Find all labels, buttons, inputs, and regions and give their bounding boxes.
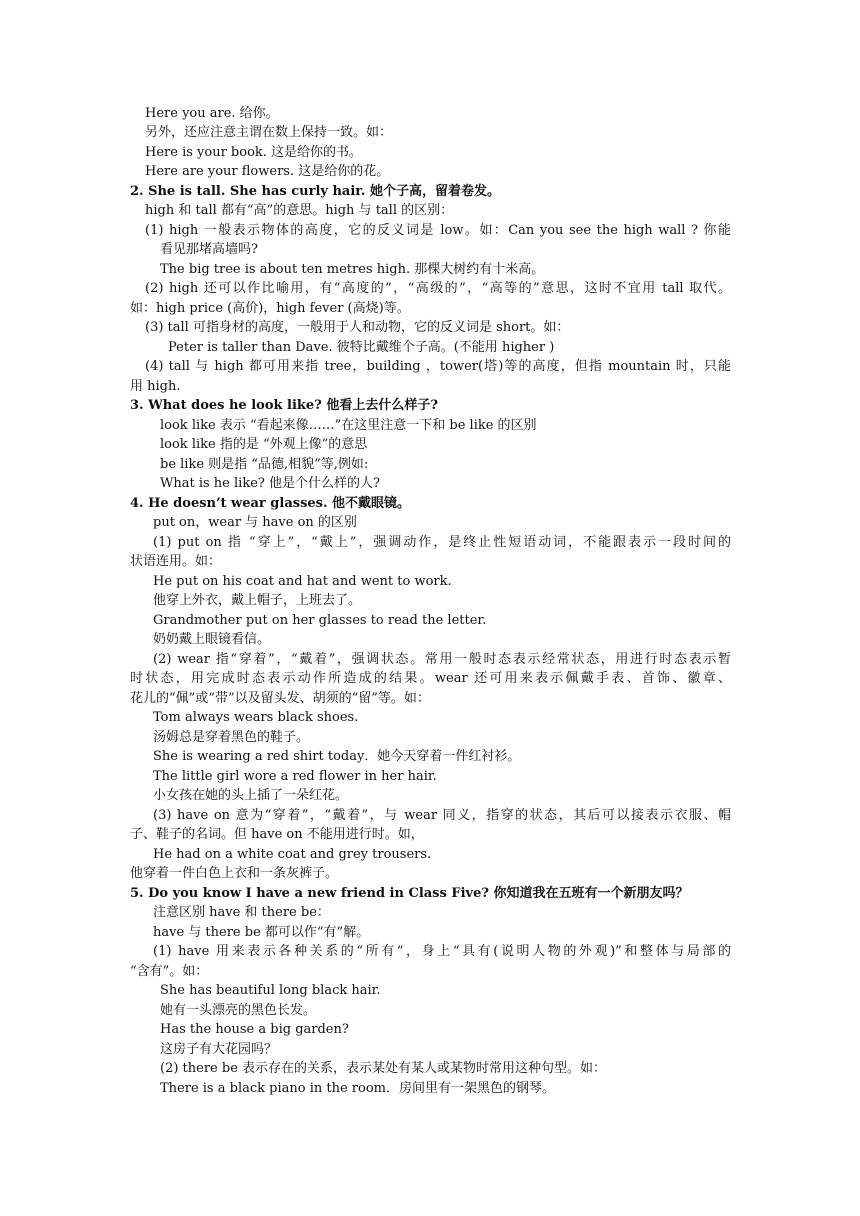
text-line: The little girl wore a red flower in her hair. bbox=[153, 769, 437, 784]
text-line: She is wearing a red shirt today．她今天穿着一件红衬衫。 bbox=[153, 749, 521, 764]
text-line: have 与 there be 都可以作“有”解。 bbox=[153, 925, 370, 940]
section-heading: 3. What does he look like? 他看上去什么样子? bbox=[130, 398, 438, 413]
text-line: 汤姆总是穿着黑色的鞋子。 bbox=[153, 730, 310, 745]
text-line: (1) high 一般表示物体的高度，它的反义词是 low。如：Can you see the high wall ? 你能 bbox=[145, 223, 731, 238]
text-line: 状语连用。如： bbox=[130, 554, 222, 569]
text-line: (3) have on 意为“穿着”，“戴着”，与 wear 同义，指穿的状态，其后可以接表示衣服、帽 bbox=[153, 808, 731, 823]
text-line: Here are your flowers. 这是给你的花。 bbox=[145, 164, 390, 179]
text-line: Here is your book. 这是给你的书。 bbox=[145, 145, 363, 160]
text-line: Tom always wears black shoes. bbox=[153, 710, 359, 725]
text-line: 他穿着一件白色上衣和一条灰裤子。 bbox=[130, 866, 339, 881]
text-line: (2) wear 指“穿着”，“戴着”，强调状态。常用一般时态表示经常状态，用进行时态表示暂 bbox=[153, 652, 731, 667]
text-line: Here you are. 给你。 bbox=[145, 106, 279, 121]
text-line: Has the house a big garden? bbox=[160, 1022, 349, 1037]
text-line: There is a black piano in the room．房间里有一架黑色的钢琴。 bbox=[160, 1081, 555, 1096]
text-line: 看见那堵高墙吗? bbox=[160, 242, 258, 257]
text-line: 时状态，用完成时态表示动作所造成的结果。wear 还可用来表示佩戴手表、首饰、徽章、 bbox=[130, 671, 731, 686]
text-line: (2) high 还可以作比喻用，有“高度的”，“高级的”，“高等的”意思，这时不宜用 tall 取代。 bbox=[145, 281, 731, 296]
text-line: (1) have 用来表示各种关系的“所有”，身上“具有(说明人物的外观)”和整体与局部的 bbox=[153, 944, 731, 959]
text-line: high 和 tall 都有“高”的意思。high 与 tall 的区别： bbox=[145, 203, 454, 218]
text-line: (1) put on 指 “穿上”，“戴上”，强调动作，是终止性短语动词，不能跟表示一段时间的 bbox=[153, 535, 731, 550]
text-line: look like 表示 “看起来像……”在这里注意一下和 be like 的区别 bbox=[160, 418, 537, 433]
text-line: 奶奶戴上眼镜看信。 bbox=[153, 632, 271, 647]
text-line: 花儿的“佩”或“带”以及留头发、胡须的“留”等。如： bbox=[130, 691, 430, 706]
text-line: He had on a white coat and grey trousers. bbox=[153, 847, 432, 862]
text-line: 如：high price (高价)，high fever (高烧)等。 bbox=[130, 301, 410, 316]
text-line: 另外，还应注意主谓在数上保持一致。如： bbox=[145, 125, 393, 140]
text-line: Peter is taller than Dave. 彼特比戴维个子高。(不能用 higher ) bbox=[168, 340, 555, 355]
text-line: 她有一头漂亮的黑色长发。 bbox=[160, 1003, 317, 1018]
text-line: 用 high. bbox=[130, 379, 181, 394]
text-line: 子、鞋子的名词。但 have on 不能用进行时。如， bbox=[130, 827, 424, 842]
text-line: “含有”。如： bbox=[130, 964, 209, 979]
text-line: What is he like? 他是个什么样的人? bbox=[160, 476, 380, 491]
text-line: (2) there be 表示存在的关系，表示某处有某人或某物时常用这种句型。如： bbox=[160, 1061, 607, 1076]
text-line: be like 则是指 “品德,相貌”等,例如: bbox=[160, 457, 369, 472]
text-line: put on，wear 与 have on 的区别 bbox=[153, 515, 357, 530]
section-heading: 2. She is tall. She has curly hair. 她个子高，留着卷发。 bbox=[130, 184, 500, 199]
text-line: (3) tall 可指身材的高度，一般用于人和动物，它的反义词是 short。如： bbox=[145, 320, 570, 335]
section-heading: 5. Do you know I have a new friend in Class Five? 你知道我在五班有一个新朋友吗？ bbox=[130, 886, 689, 901]
text-line: 小女孩在她的头上插了一朵红花。 bbox=[153, 788, 349, 803]
text-line: look like 指的是 “外观上像”的意思 bbox=[160, 437, 368, 452]
text-line: Grandmother put on her glasses to read the letter. bbox=[153, 613, 487, 628]
text-line: 这房子有大花园吗？ bbox=[160, 1042, 278, 1057]
section-heading: 4. He doesn’t wear glasses. 他不戴眼镜。 bbox=[130, 496, 411, 511]
text-line: She has beautiful long black hair. bbox=[160, 983, 381, 998]
text-line: The big tree is about ten metres high. 那棵大树约有十米高。 bbox=[160, 262, 545, 277]
text-line: He put on his coat and hat and went to work. bbox=[153, 574, 452, 589]
text-line: (4) tall 与 high 都可用来指 tree，building ，tower(塔)等的高度，但指 mountain 时，只能 bbox=[145, 359, 731, 374]
text-line: 注意区别 have 和 there be： bbox=[153, 905, 330, 920]
text-line: 他穿上外衣，戴上帽子，上班去了。 bbox=[153, 593, 362, 608]
